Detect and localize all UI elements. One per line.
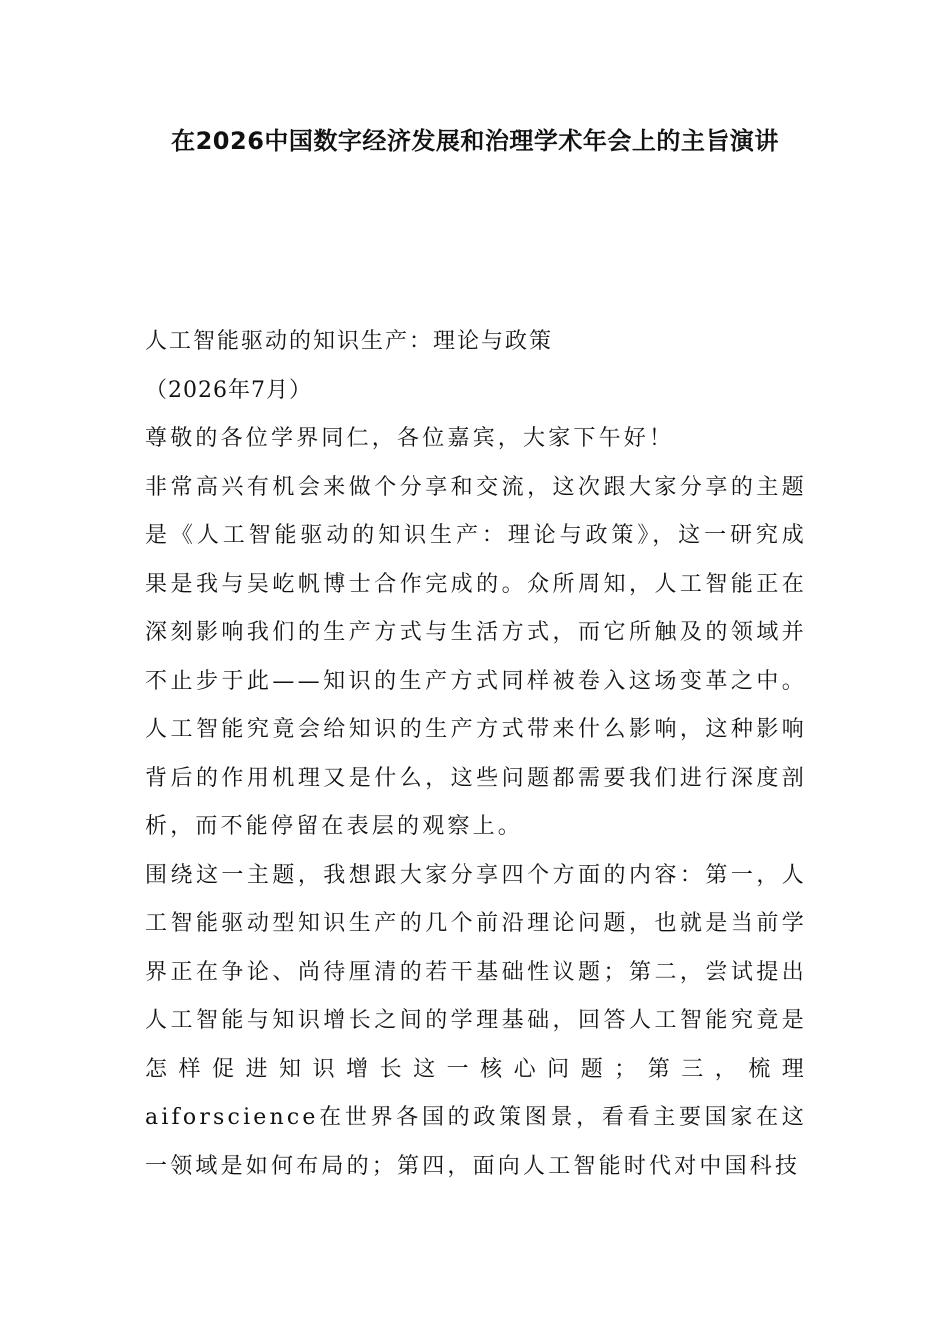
speech-date: （2026年7月） bbox=[145, 377, 312, 403]
paragraph-introduction: 非常高兴有机会来做个分享和交流，这次跟大家分享的主题是《人工智能驱动的知识生产：理论与政策》，这一研究成果是我与吴屹帆博士合作完成的。众所周知，人工智能正在深刻影响我们的生产方式与生活方式，而它所触及的领域并不止步于此——知识的生产方式同样被卷入这场变革之中。人工智能究竟会给知识的生产方式带来什么影响，这种影响背后的作用机理又是什么，这些问题都需要我们进行深度剖析，而不能停留在表层的观察上。 bbox=[145, 474, 807, 839]
document-body bbox=[145, 318, 807, 1191]
speech-subtitle: 人工智能驱动的知识生产：理论与政策 bbox=[145, 329, 554, 354]
document-title: 在2026中国数字经济发展和治理学术年会上的主旨演讲 bbox=[171, 127, 779, 155]
paragraph-outline: 围绕这一主题，我想跟大家分享四个方面的内容：第一，人工智能驱动型知识生产的几个前沿理论问题，也就是当前学界正在争论、尚待厘清的若干基础性议题；第二，尝试提出人工智能与知识增长之间的学理基础，回答人工智能究竟是怎样促进知识增长这一核心问题；第三，梳理aiforscience在世界各国的政策图景，看看主要国家在这一领域是如何布局的；第四，面向人工智能时代对中国科技 bbox=[145, 862, 807, 1179]
paragraph-greeting: 尊敬的各位学界同仁，各位嘉宾，大家下午好！ bbox=[145, 426, 675, 451]
